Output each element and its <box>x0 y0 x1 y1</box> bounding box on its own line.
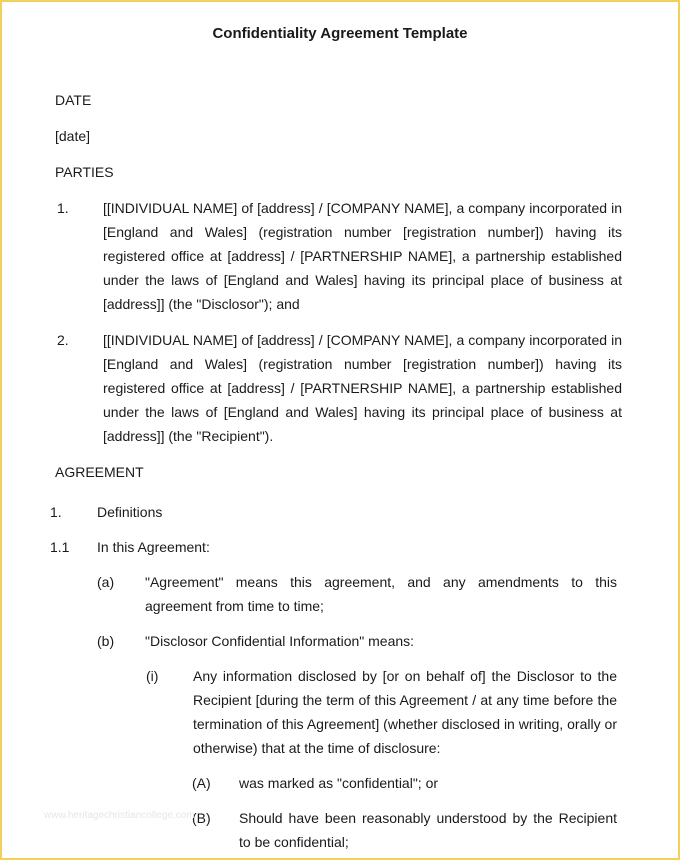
party-1-text: [[INDIVIDUAL NAME] of [address] / [COMPANY NAME], a company incorporated in [England and Wales] (registration number [registration number]) having its registered office at [address] / [PARTNERSHIP NAME], a partnership established under the laws of [England and Wales] having its principal place of business at [address]] (the "Disclosor"); and <box>103 200 622 312</box>
item-A-label: (A) <box>192 775 211 791</box>
party-1-number: 1. <box>57 200 69 216</box>
agreement-heading: AGREEMENT <box>55 464 144 480</box>
item-a-label: (a) <box>97 574 115 590</box>
document-title: Confidentiality Agreement Template <box>212 25 468 42</box>
clause-1-1-text: In this Agreement: <box>97 539 210 555</box>
item-i-text: Any information disclosed by [or on behalf of] the Disclosor to the Recipient [during the term of this Agreement / at any time before the termination of this Agreement] (whether disclosed in writing, orally or otherwise) that at the time of disclosure: <box>193 668 617 756</box>
item-b-text: "Disclosor Confidential Information" means: <box>145 633 415 649</box>
section-1-title: Definitions <box>97 504 163 520</box>
party-2-text: [[INDIVIDUAL NAME] of [address] / [COMPANY NAME], a company incorporated in [England and Wales] (registration number [registration number]) having its registered office at [address] / [PARTNERSHIP NAME], a partnership established under the laws of [England and Wales] having its principal place of business at [address]] (the "Recipient"). <box>103 332 622 444</box>
parties-heading: PARTIES <box>55 164 114 180</box>
date-value: [date] <box>55 128 91 144</box>
watermark: www.heritagechristiancollege.com <box>44 810 195 821</box>
item-i-label: (i) <box>146 668 159 684</box>
item-B-text: Should have been reasonably understood by the Recipient to be confidential; <box>239 810 617 850</box>
item-A-text: was marked as "confidential"; or <box>239 775 439 791</box>
party-2-number: 2. <box>57 332 69 348</box>
clause-1-1-number: 1.1 <box>50 539 70 555</box>
item-a-text: "Agreement" means this agreement, and any amendments to this agreement from time to time; <box>145 574 617 614</box>
item-B-label: (B) <box>192 810 211 826</box>
item-b-label: (b) <box>97 633 115 649</box>
section-1-number: 1. <box>50 504 62 520</box>
date-heading: DATE <box>55 92 92 108</box>
